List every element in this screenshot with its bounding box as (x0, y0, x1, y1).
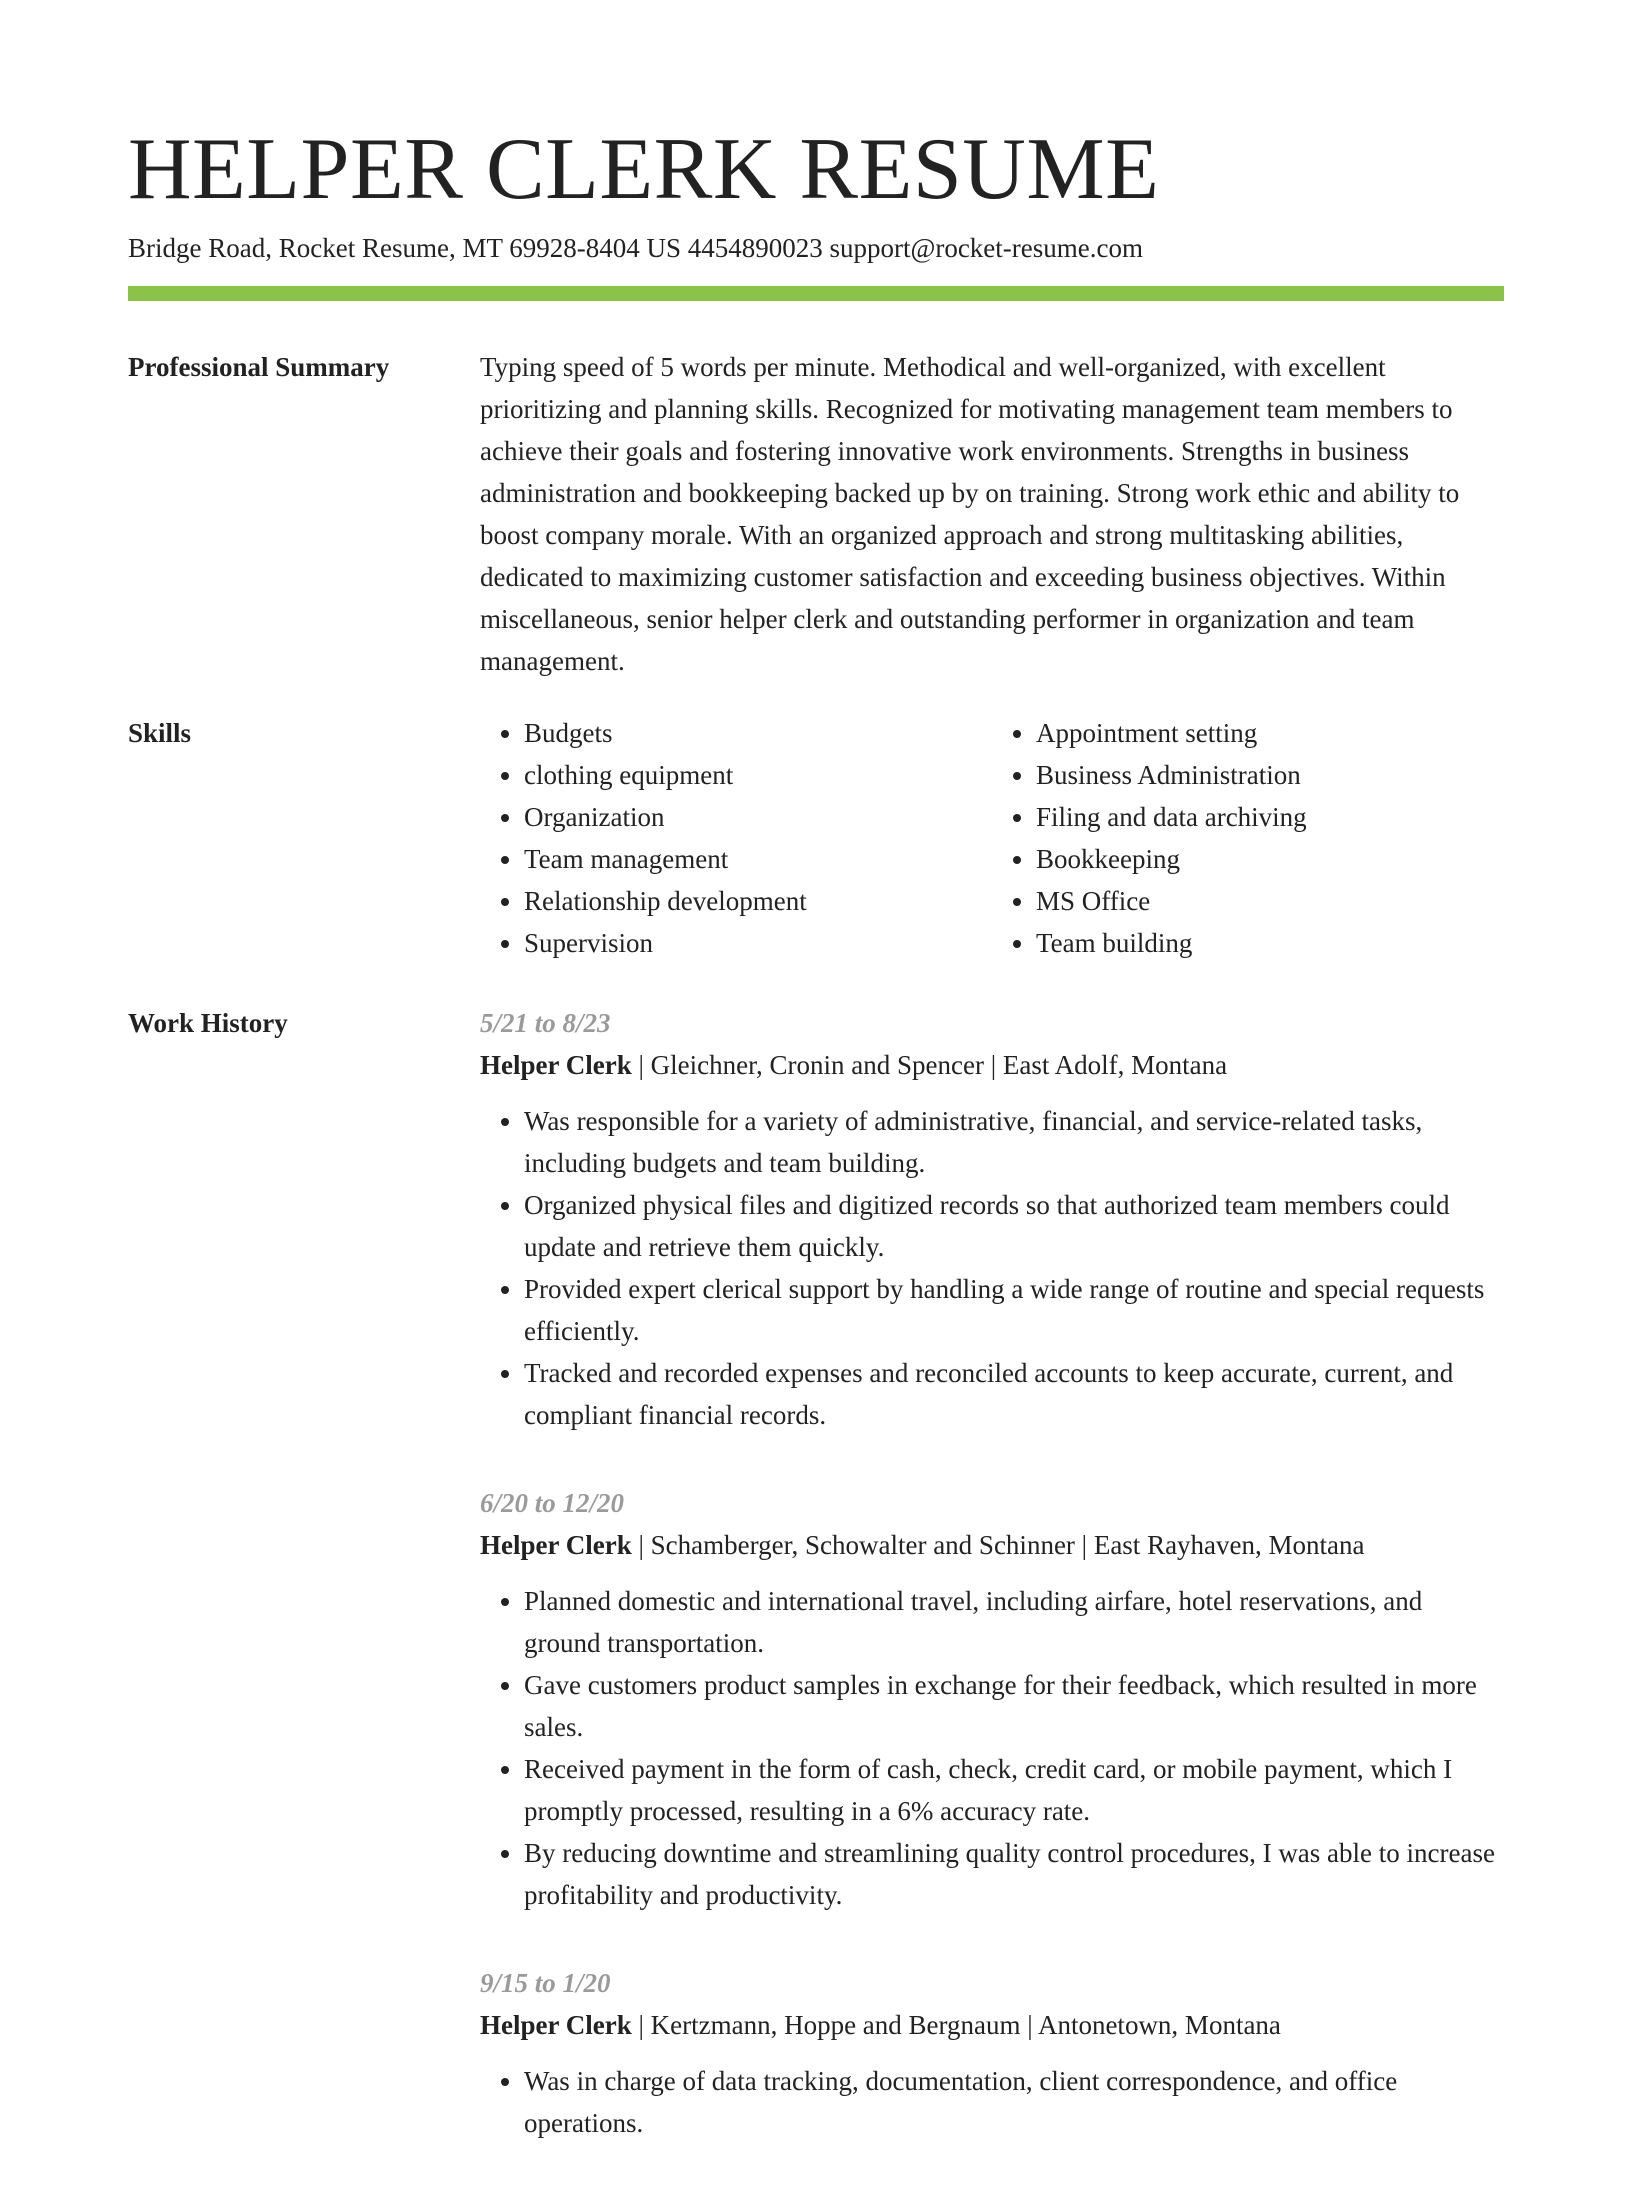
job-bullet: • Received payment in the form of cash, check, credit card, or mobile payment, which I promptly processed, resulting in a 6% accuracy rate. (524, 1748, 1504, 1832)
job-dates: 6/20 to 12/20 (480, 1488, 625, 1518)
work-history-heading: Work History (128, 1008, 288, 1038)
summary-heading: Professional Summary (128, 352, 390, 382)
job-header (480, 1044, 1504, 1086)
job-bullet: • Planned domestic and international travel, including airfare, hotel reservations, and ground transportation. (524, 1580, 1504, 1664)
job-header (480, 1524, 1504, 1566)
skill-item: • Team management (524, 838, 992, 880)
job-header (480, 2004, 1504, 2046)
skills-list-left (480, 712, 992, 964)
job-entry (480, 1962, 1504, 2144)
job-dates: 9/15 to 1/20 (480, 1968, 611, 1998)
skills-list-right (992, 712, 1504, 964)
job-bullets (480, 1580, 1504, 1916)
job-bullet: • Provided expert clerical support by handling a wide range of routine and special requests efficiently. (524, 1268, 1504, 1352)
summary-text: Typing speed of 5 words per minute. Methodical and well-organized, with excellent prioritizing and planning skills. Recognized for motivating management team members to achieve their goals and fostering innovative work environments. Strengths in business administration and bookkeeping backed up by on training. Strong work ethic and ability to boost company morale. With an organized approach and strong multitasking abilities, dedicated to maximizing customer satisfaction and exceeding business objectives. Within miscellaneous, senior helper clerk and outstanding performer in organization and team management. (480, 352, 1460, 676)
job-separator: | (631, 1050, 651, 1080)
job-title: Helper Clerk (480, 1530, 632, 1560)
job-separator: | (631, 2010, 651, 2040)
job-bullet: • Gave customers product samples in exchange for their feedback, which resulted in more sales. (524, 1664, 1504, 1748)
job-separator: | (1020, 2010, 1038, 2040)
skill-item: • Organization (524, 796, 992, 838)
skill-item: • Supervision (524, 922, 992, 964)
job-bullet: • Was responsible for a variety of administrative, financial, and service-related tasks, including budgets and team building. (524, 1100, 1504, 1184)
accent-divider (128, 286, 1504, 301)
job-bullets (480, 1100, 1504, 1436)
skill-item: • clothing equipment (524, 754, 992, 796)
job-separator: | (1074, 1530, 1094, 1560)
job-bullet: • By reducing downtime and streamlining quality control procedures, I was able to increase profitability and productivity. (524, 1832, 1504, 1916)
job-company: Kertzmann, Hoppe and Bergnaum (650, 2010, 1021, 2040)
work-history-body (480, 1002, 1504, 2190)
skill-item: • Appointment setting (1036, 712, 1504, 754)
job-entry (480, 1002, 1504, 1436)
skill-item: • Relationship development (524, 880, 992, 922)
skills-body (480, 712, 1504, 964)
job-title: Helper Clerk (480, 1050, 632, 1080)
skill-item: • Team building (1036, 922, 1504, 964)
skills-heading: Skills (128, 718, 192, 748)
job-location: Antonetown, Montana (1037, 2010, 1281, 2040)
job-bullets (480, 2060, 1504, 2144)
job-dates: 5/21 to 8/23 (480, 1008, 611, 1038)
job-location: East Rayhaven, Montana (1093, 1530, 1365, 1560)
skill-item: • Bookkeeping (1036, 838, 1504, 880)
skill-item: • Business Administration (1036, 754, 1504, 796)
job-entry (480, 1482, 1504, 1916)
skill-item: • Filing and data archiving (1036, 796, 1504, 838)
job-bullet: • Was in charge of data tracking, documentation, client correspondence, and office operations. (524, 2060, 1504, 2144)
job-title: Helper Clerk (480, 2010, 632, 2040)
job-company: Gleichner, Cronin and Spencer (650, 1050, 984, 1080)
resume-title: HELPER CLERK RESUME (128, 121, 1160, 218)
summary-body (480, 346, 1504, 682)
job-bullet: • Tracked and recorded expenses and reconciled accounts to keep accurate, current, and compliant financial records. (524, 1352, 1504, 1436)
job-bullet: • Organized physical files and digitized records so that authorized team members could update and retrieve them quickly. (524, 1184, 1504, 1268)
job-separator: | (983, 1050, 1003, 1080)
contact-line: Bridge Road, Rocket Resume, MT 69928-8404 US 4454890023 support@rocket-resume.com (128, 233, 1143, 263)
job-separator: | (631, 1530, 651, 1560)
job-company: Schamberger, Schowalter and Schinner (650, 1530, 1075, 1560)
skill-item: • MS Office (1036, 880, 1504, 922)
job-location: East Adolf, Montana (1002, 1050, 1228, 1080)
skill-item: • Budgets (524, 712, 992, 754)
